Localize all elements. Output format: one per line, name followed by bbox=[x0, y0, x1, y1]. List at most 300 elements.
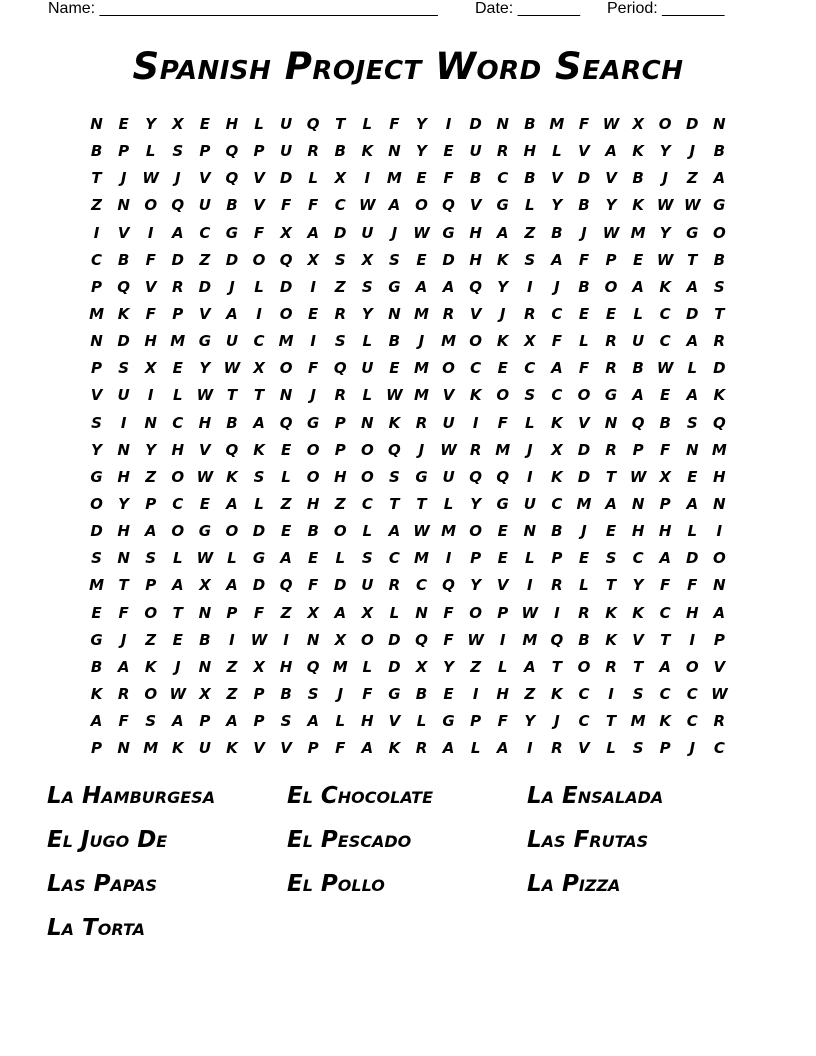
grid-letter: O bbox=[577, 657, 591, 676]
grid-letter: Q bbox=[225, 169, 239, 188]
grid-letter: L bbox=[633, 305, 643, 324]
grid-letter: F bbox=[443, 630, 454, 649]
grid-letter: B bbox=[524, 115, 536, 134]
grid-letter: C bbox=[551, 386, 563, 405]
grid-letter: G bbox=[90, 630, 103, 649]
grid-letter: L bbox=[552, 142, 562, 161]
grid-letter: B bbox=[524, 169, 536, 188]
grid-letter: S bbox=[172, 142, 184, 161]
grid-letter: E bbox=[118, 115, 129, 134]
grid-letter: N bbox=[388, 305, 401, 324]
grid-letter: A bbox=[144, 522, 157, 541]
grid-letter: B bbox=[226, 196, 238, 215]
grid-letter: A bbox=[388, 196, 401, 215]
grid-letter: B bbox=[632, 359, 644, 378]
grid-letter: X bbox=[415, 657, 428, 676]
grid-letter: Y bbox=[361, 305, 373, 324]
grid-letter: A bbox=[551, 250, 563, 269]
grid-letter: R bbox=[307, 142, 319, 161]
grid-letter: H bbox=[117, 522, 130, 541]
grid-letter: R bbox=[605, 440, 617, 459]
grid-row bbox=[83, 111, 733, 138]
grid-letter: S bbox=[253, 467, 265, 486]
grid-letter: E bbox=[605, 522, 617, 541]
grid-letter: P bbox=[172, 305, 184, 324]
grid-letter: S bbox=[361, 277, 373, 296]
grid-letter: O bbox=[469, 332, 483, 351]
grid-row bbox=[83, 165, 733, 192]
grid-letter: S bbox=[118, 359, 130, 378]
grid-letter: O bbox=[144, 685, 158, 704]
grid-letter: W bbox=[521, 603, 539, 622]
grid-letter: F bbox=[443, 169, 454, 188]
grid-letter: A bbox=[226, 495, 238, 514]
grid-letter: M bbox=[414, 359, 429, 378]
grid-letter: P bbox=[632, 440, 644, 459]
grid-letter: B bbox=[713, 250, 726, 269]
grid-letter: C bbox=[91, 250, 103, 269]
grid-letter: N bbox=[631, 495, 645, 514]
grid-letter: F bbox=[578, 250, 590, 269]
grid-letter: P bbox=[226, 603, 238, 622]
grid-letter: W bbox=[656, 196, 674, 215]
grid-letter: J bbox=[581, 522, 587, 541]
grid-letter: Q bbox=[279, 413, 293, 432]
grid-letter: G bbox=[496, 495, 509, 514]
grid-letter: M bbox=[549, 115, 565, 134]
grid-letter: W bbox=[413, 522, 430, 541]
grid-letter: W bbox=[440, 440, 457, 459]
grid-letter: L bbox=[606, 739, 616, 758]
grid-letter: I bbox=[499, 630, 506, 649]
grid-letter: M bbox=[89, 576, 104, 595]
grid-letter: A bbox=[523, 657, 536, 676]
grid-letter: A bbox=[442, 739, 455, 758]
grid-letter: C bbox=[199, 223, 211, 242]
grid-letter: M bbox=[495, 440, 511, 459]
grid-letter: H bbox=[658, 522, 672, 541]
grid-letter: L bbox=[362, 115, 373, 134]
grid-letter: B bbox=[578, 277, 590, 296]
grid-letter: L bbox=[362, 332, 373, 351]
grid-letter: W bbox=[656, 250, 674, 269]
grid-letter: C bbox=[659, 685, 671, 704]
grid-letter: Q bbox=[415, 630, 428, 649]
grid-letter: S bbox=[524, 386, 536, 405]
grid-letter: D bbox=[577, 467, 591, 486]
grid-letter: N bbox=[685, 440, 699, 459]
grid-letter: U bbox=[361, 223, 374, 242]
grid-letter: F bbox=[145, 250, 156, 269]
grid-letter: V bbox=[442, 386, 455, 405]
grid-letter: K bbox=[171, 739, 184, 758]
grid-letter: X bbox=[632, 115, 644, 134]
grid-letter: A bbox=[496, 739, 509, 758]
grid-letter: B bbox=[307, 522, 319, 541]
grid-row bbox=[83, 355, 733, 382]
grid-letter: Y bbox=[605, 196, 617, 215]
grid-letter: Y bbox=[470, 576, 482, 595]
grid-letter: W bbox=[386, 386, 403, 405]
grid-letter: H bbox=[685, 603, 699, 622]
grid-letter: N bbox=[117, 739, 130, 758]
grid-letter: F bbox=[497, 413, 508, 432]
grid-letter: Q bbox=[306, 115, 320, 134]
grid-letter: G bbox=[713, 196, 726, 215]
grid-letter: L bbox=[145, 142, 156, 161]
grid-letter: P bbox=[253, 685, 265, 704]
grid-letter: P bbox=[199, 142, 211, 161]
grid-letter: Y bbox=[551, 196, 563, 215]
grid-letter: N bbox=[90, 115, 103, 134]
grid-letter: N bbox=[604, 413, 618, 432]
grid-letter: L bbox=[254, 495, 264, 514]
grid-letter: G bbox=[442, 712, 455, 731]
grid-letter: A bbox=[171, 576, 184, 595]
grid-letter: J bbox=[526, 440, 533, 459]
grid-letter: I bbox=[554, 603, 560, 622]
word-list-item: La Torta bbox=[47, 915, 145, 941]
grid-letter: P bbox=[334, 413, 346, 432]
grid-letter: W bbox=[169, 685, 187, 704]
grid-letter: C bbox=[415, 576, 427, 595]
grid-letter: R bbox=[334, 386, 347, 405]
grid-row bbox=[83, 192, 733, 219]
grid-letter: E bbox=[578, 549, 590, 568]
grid-letter: F bbox=[308, 576, 319, 595]
grid-letter: S bbox=[307, 685, 319, 704]
grid-letter: O bbox=[469, 603, 483, 622]
grid-letter: N bbox=[198, 603, 212, 622]
grid-letter: Y bbox=[470, 495, 482, 514]
grid-letter: L bbox=[335, 712, 346, 731]
grid-letter: P bbox=[199, 712, 211, 731]
grid-letter: D bbox=[117, 332, 130, 351]
grid-letter: G bbox=[686, 223, 699, 242]
grid-letter: I bbox=[716, 522, 723, 541]
grid-letter: I bbox=[472, 685, 479, 704]
grid-letter: Q bbox=[496, 467, 510, 486]
grid-letter: M bbox=[278, 332, 294, 351]
grid-letter: G bbox=[198, 332, 211, 351]
grid-letter: P bbox=[253, 142, 265, 161]
grid-letter: J bbox=[581, 223, 587, 242]
grid-letter: E bbox=[280, 522, 292, 541]
grid-letter: Q bbox=[631, 413, 645, 432]
grid-letter: W bbox=[413, 223, 430, 242]
grid-letter: D bbox=[252, 576, 266, 595]
grid-letter: H bbox=[279, 657, 293, 676]
grid-letter: Q bbox=[306, 657, 320, 676]
grid-letter: U bbox=[117, 386, 130, 405]
grid-letter: I bbox=[526, 576, 533, 595]
grid-letter: M bbox=[332, 657, 348, 676]
grid-letter: L bbox=[335, 549, 346, 568]
grid-letter: I bbox=[608, 685, 614, 704]
grid-letter: Z bbox=[280, 603, 292, 622]
grid-letter: S bbox=[524, 250, 536, 269]
grid-letter: W bbox=[656, 359, 674, 378]
grid-letter: F bbox=[551, 332, 562, 351]
grid-letter: Z bbox=[280, 495, 292, 514]
grid-letter: S bbox=[632, 685, 644, 704]
grid-letter: F bbox=[578, 115, 590, 134]
grid-letter: U bbox=[198, 196, 211, 215]
grid-letter: O bbox=[252, 250, 266, 269]
grid-letter: T bbox=[416, 495, 427, 514]
grid-letter: M bbox=[143, 739, 159, 758]
grid-letter: P bbox=[551, 549, 563, 568]
grid-letter: S bbox=[334, 250, 346, 269]
grid-letter: P bbox=[91, 277, 103, 296]
grid-letter: P bbox=[713, 630, 725, 649]
grid-letter: R bbox=[388, 576, 401, 595]
grid-letter: J bbox=[120, 169, 127, 188]
grid-letter: N bbox=[713, 576, 726, 595]
grid-letter: H bbox=[631, 522, 645, 541]
grid-letter: W bbox=[142, 169, 159, 188]
grid-letter: C bbox=[172, 495, 184, 514]
grid-letter: L bbox=[254, 277, 264, 296]
grid-letter: X bbox=[199, 685, 211, 704]
grid-letter: T bbox=[91, 169, 102, 188]
grid-letter: O bbox=[712, 223, 726, 242]
grid-letter: C bbox=[686, 712, 698, 731]
grid-letter: P bbox=[91, 359, 103, 378]
grid-row bbox=[83, 382, 733, 409]
grid-letter: L bbox=[470, 739, 481, 758]
grid-letter: K bbox=[226, 739, 238, 758]
grid-letter: O bbox=[90, 495, 103, 514]
grid-letter: L bbox=[362, 657, 373, 676]
grid-letter: Q bbox=[712, 413, 726, 432]
grid-row bbox=[83, 600, 733, 627]
grid-row bbox=[83, 328, 733, 355]
grid-letter: H bbox=[198, 413, 212, 432]
grid-letter: T bbox=[605, 467, 617, 486]
grid-row bbox=[83, 464, 733, 491]
grid-letter: Y bbox=[91, 440, 102, 459]
grid-letter: I bbox=[310, 277, 316, 296]
word-list bbox=[47, 778, 767, 954]
grid-letter: J bbox=[418, 440, 425, 459]
grid-letter: T bbox=[226, 386, 238, 405]
word-list-item: Las Papas bbox=[47, 871, 157, 897]
grid-letter: N bbox=[496, 115, 509, 134]
grid-letter: X bbox=[171, 115, 184, 134]
grid-letter: Q bbox=[469, 277, 483, 296]
grid-letter: N bbox=[279, 386, 293, 405]
grid-letter: A bbox=[117, 657, 130, 676]
grid-letter: X bbox=[334, 630, 347, 649]
grid-letter: L bbox=[254, 115, 264, 134]
grid-letter: C bbox=[632, 549, 644, 568]
grid-letter: V bbox=[199, 305, 211, 324]
grid-letter: Q bbox=[550, 630, 564, 649]
grid-letter: R bbox=[469, 440, 482, 459]
grid-letter: G bbox=[442, 223, 455, 242]
grid-letter: D bbox=[90, 522, 103, 541]
grid-letter: A bbox=[686, 386, 699, 405]
grid-letter: M bbox=[441, 522, 457, 541]
grid-letter: F bbox=[443, 603, 454, 622]
grid-letter: P bbox=[118, 142, 130, 161]
grid-letter: L bbox=[525, 549, 535, 568]
grid-row bbox=[83, 410, 733, 437]
grid-letter: I bbox=[526, 277, 533, 296]
grid-letter: R bbox=[605, 359, 617, 378]
grid-letter: O bbox=[360, 467, 374, 486]
grid-letter: Y bbox=[145, 440, 157, 459]
grid-letter: H bbox=[333, 467, 347, 486]
grid-letter: Q bbox=[225, 142, 239, 161]
grid-letter: D bbox=[713, 359, 726, 378]
grid-letter: A bbox=[659, 657, 671, 676]
grid-letter: Z bbox=[686, 169, 698, 188]
grid-letter: T bbox=[687, 250, 698, 269]
grid-letter: V bbox=[117, 223, 130, 242]
grid-letter: Z bbox=[226, 657, 238, 676]
grid-letter: X bbox=[144, 359, 157, 378]
grid-letter: B bbox=[415, 685, 428, 704]
grid-letter: U bbox=[279, 142, 293, 161]
grid-letter: O bbox=[279, 359, 293, 378]
grid-letter: V bbox=[90, 386, 103, 405]
grid-letter: H bbox=[171, 440, 185, 459]
grid-letter: I bbox=[283, 630, 289, 649]
grid-letter: O bbox=[415, 196, 428, 215]
grid-letter: M bbox=[414, 386, 429, 405]
grid-letter: R bbox=[117, 685, 130, 704]
grid-letter: F bbox=[389, 115, 400, 134]
grid-letter: S bbox=[388, 467, 400, 486]
grid-letter: D bbox=[442, 250, 455, 269]
grid-letter: K bbox=[253, 440, 265, 459]
grid-letter: F bbox=[118, 603, 129, 622]
grid-letter: Y bbox=[416, 115, 427, 134]
grid-letter: V bbox=[578, 142, 590, 161]
grid-letter: D bbox=[334, 576, 347, 595]
grid-letter: A bbox=[632, 386, 644, 405]
grid-letter: V bbox=[551, 169, 563, 188]
grid-letter: F bbox=[497, 712, 508, 731]
grid-letter: L bbox=[227, 549, 237, 568]
grid-letter: K bbox=[632, 142, 644, 161]
grid-row bbox=[83, 681, 733, 708]
grid-letter: Q bbox=[171, 196, 185, 215]
grid-letter: O bbox=[171, 522, 185, 541]
grid-letter: L bbox=[172, 386, 183, 405]
grid-letter: J bbox=[174, 657, 181, 676]
grid-letter: N bbox=[361, 413, 374, 432]
grid-letter: Y bbox=[659, 142, 671, 161]
grid-letter: F bbox=[362, 685, 373, 704]
grid-letter: L bbox=[497, 657, 508, 676]
grid-letter: V bbox=[253, 196, 265, 215]
grid-letter: E bbox=[389, 359, 400, 378]
grid-row bbox=[83, 220, 733, 247]
grid-letter: Q bbox=[279, 576, 293, 595]
grid-letter: A bbox=[415, 277, 428, 296]
grid-letter: Q bbox=[442, 576, 455, 595]
grid-letter: O bbox=[333, 522, 347, 541]
grid-letter: W bbox=[602, 115, 620, 134]
grid-letter: S bbox=[91, 413, 102, 432]
word-list-item: La Ensalada bbox=[527, 783, 664, 809]
grid-letter: W bbox=[223, 359, 241, 378]
grid-letter: T bbox=[605, 576, 617, 595]
grid-letter: L bbox=[443, 495, 454, 514]
grid-letter: J bbox=[391, 223, 398, 242]
grid-letter: A bbox=[280, 549, 292, 568]
grid-letter: D bbox=[577, 169, 591, 188]
grid-letter: A bbox=[226, 712, 238, 731]
grid-letter: K bbox=[388, 413, 401, 432]
grid-letter: L bbox=[308, 169, 318, 188]
grid-letter: I bbox=[256, 305, 262, 324]
grid-letter: V bbox=[469, 305, 482, 324]
grid-letter: K bbox=[713, 386, 726, 405]
grid-letter: K bbox=[226, 467, 238, 486]
grid-letter: Z bbox=[145, 467, 157, 486]
grid-letter: B bbox=[469, 169, 482, 188]
grid-letter: T bbox=[335, 115, 346, 134]
grid-letter: F bbox=[687, 576, 698, 595]
grid-letter: T bbox=[253, 386, 265, 405]
grid-letter: W bbox=[467, 630, 484, 649]
grid-letter: C bbox=[388, 549, 400, 568]
grid-letter: J bbox=[662, 169, 668, 188]
grid-letter: O bbox=[577, 386, 591, 405]
grid-row bbox=[83, 545, 733, 572]
grid-letter: M bbox=[414, 305, 429, 324]
grid-letter: B bbox=[632, 169, 644, 188]
grid-letter: A bbox=[442, 277, 455, 296]
grid-letter: C bbox=[172, 413, 184, 432]
date-field-label: Date: _______ bbox=[475, 0, 580, 17]
grid-letter: P bbox=[470, 549, 482, 568]
grid-letter: Y bbox=[632, 576, 644, 595]
grid-letter: Y bbox=[497, 277, 509, 296]
grid-letter: A bbox=[226, 305, 238, 324]
grid-letter: W bbox=[250, 630, 268, 649]
grid-letter: H bbox=[117, 467, 130, 486]
word-list-item: La Hamburgesa bbox=[47, 783, 216, 809]
grid-letter: N bbox=[713, 115, 726, 134]
grid-letter: N bbox=[388, 142, 401, 161]
grid-letter: Z bbox=[334, 495, 346, 514]
grid-letter: V bbox=[713, 657, 726, 676]
grid-row bbox=[83, 627, 733, 654]
grid-letter: D bbox=[279, 277, 293, 296]
grid-letter: U bbox=[361, 576, 374, 595]
grid-letter: K bbox=[551, 685, 563, 704]
grid-letter: E bbox=[199, 495, 210, 514]
grid-letter: X bbox=[659, 467, 671, 486]
grid-letter: Y bbox=[118, 495, 130, 514]
grid-row bbox=[83, 437, 733, 464]
grid-letter: R bbox=[524, 305, 536, 324]
grid-letter: P bbox=[605, 250, 617, 269]
grid-letter: Q bbox=[117, 277, 130, 296]
grid-letter: V bbox=[280, 739, 292, 758]
grid-letter: K bbox=[659, 277, 671, 296]
grid-letter: H bbox=[469, 223, 482, 242]
grid-letter: U bbox=[361, 359, 374, 378]
grid-letter: J bbox=[120, 630, 127, 649]
grid-letter: F bbox=[253, 603, 265, 622]
grid-letter: F bbox=[578, 359, 590, 378]
